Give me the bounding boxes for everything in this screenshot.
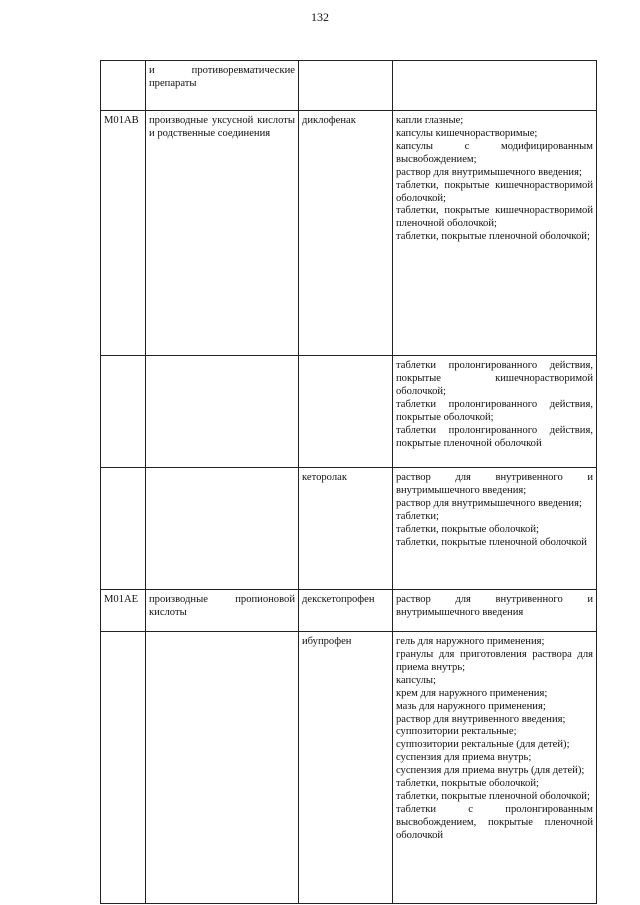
dosage-form-item: крем для наружного применения;: [396, 687, 548, 699]
drug-name-cell: [299, 61, 393, 111]
dosage-forms-cell: [393, 61, 597, 111]
group-cell: и противоревматические препараты: [146, 61, 299, 111]
dosage-forms-cell: [393, 356, 597, 468]
dosage-form-item: таблетки, покрытые кишечнорастворимой пленочной оболочкой;: [396, 205, 593, 230]
drug-name-cell: декскетопрофен: [299, 590, 393, 632]
dosage-form-item: таблетки пролонгированного действия, покрытые пленочной оболочкой: [396, 424, 593, 449]
dosage-form-item: таблетки, покрытые пленочной оболочкой: [396, 536, 587, 548]
dosage-forms-cell: [393, 111, 597, 356]
dosage-form-item: гель для наружного применения;: [396, 636, 545, 647]
dosage-form-item: капсулы;: [396, 674, 436, 686]
page-number: 132: [311, 10, 329, 24]
drug-name-cell: кеторолак: [299, 468, 393, 590]
group-cell: производные уксусной кислоты и родственные соединения: [146, 111, 299, 356]
dosage-form-item: таблетки с пролонгированным высвобождением, покрытые пленочной оболочкой: [396, 803, 593, 841]
table-row: [101, 468, 597, 590]
dosage-form-item: суспензия для приема внутрь (для детей);: [396, 765, 585, 777]
group-cell: [146, 468, 299, 590]
dosage-form-item: капли глазные;: [396, 115, 464, 126]
dosage-form-item: гранулы для приготовления раствора для приема внутрь;: [396, 648, 593, 673]
drug-table: [100, 60, 597, 904]
atc-code-cell: [101, 356, 146, 468]
dosage-form-item: таблетки, покрытые пленочной оболочкой;: [396, 791, 590, 803]
drug-name-cell: ибупрофен: [299, 632, 393, 904]
dosage-form-item: раствор для внутривенного и внутримышечного введения: [396, 594, 593, 618]
drug-name-cell: [299, 356, 393, 468]
atc-code-cell: [101, 61, 146, 111]
dosage-form-item: мазь для наружного применения;: [396, 700, 546, 712]
group-cell: [146, 356, 299, 468]
dosage-forms-cell: [393, 590, 597, 632]
dosage-form-item: суспензия для приема внутрь;: [396, 752, 532, 764]
dosage-form-item: таблетки, покрытые оболочкой;: [396, 523, 539, 535]
atc-code-cell: [101, 632, 146, 904]
drug-name-cell: диклофенак: [299, 111, 393, 356]
dosage-form-item: раствор для внутримышечного введения;: [396, 166, 582, 178]
table-row: [101, 111, 597, 356]
table-row: [101, 61, 597, 111]
dosage-form-item: таблетки;: [396, 510, 439, 522]
atc-code-cell: [101, 468, 146, 590]
table-row: [101, 632, 597, 904]
dosage-forms-cell: [393, 468, 597, 590]
dosage-forms-cell: [393, 632, 597, 904]
dosage-form-item: раствор для внутривенного введения;: [396, 713, 566, 725]
atc-code-cell: М01АВ: [101, 111, 146, 356]
atc-code-cell: М01АЕ: [101, 590, 146, 632]
dosage-form-item: таблетки, покрытые оболочкой;: [396, 778, 539, 790]
table-row: [101, 590, 597, 632]
dosage-form-item: капсулы с модифицированным высвобождением;: [396, 140, 593, 165]
table-row: [101, 356, 597, 468]
dosage-form-item: таблетки, покрытые пленочной оболочкой;: [396, 231, 590, 243]
group-cell: производные пропионовой кислоты: [146, 590, 299, 632]
dosage-form-item: раствор для внутривенного и внутримышечного введения;: [396, 472, 593, 496]
dosage-form-item: раствор для внутримышечного введения;: [396, 497, 582, 509]
dosage-form-item: таблетки пролонгированного действия, покрытые кишечнорастворимой оболочкой;: [396, 360, 593, 397]
dosage-form-item: капсулы кишечнорастворимые;: [396, 127, 538, 139]
dosage-form-item: таблетки пролонгированного действия, покрытые оболочкой;: [396, 398, 593, 423]
dosage-form-item: суппозитории ректальные;: [396, 726, 517, 738]
group-cell: [146, 632, 299, 904]
dosage-form-item: суппозитории ректальные (для детей);: [396, 739, 570, 751]
dosage-form-item: таблетки, покрытые кишечнорастворимой оболочкой;: [396, 179, 593, 204]
